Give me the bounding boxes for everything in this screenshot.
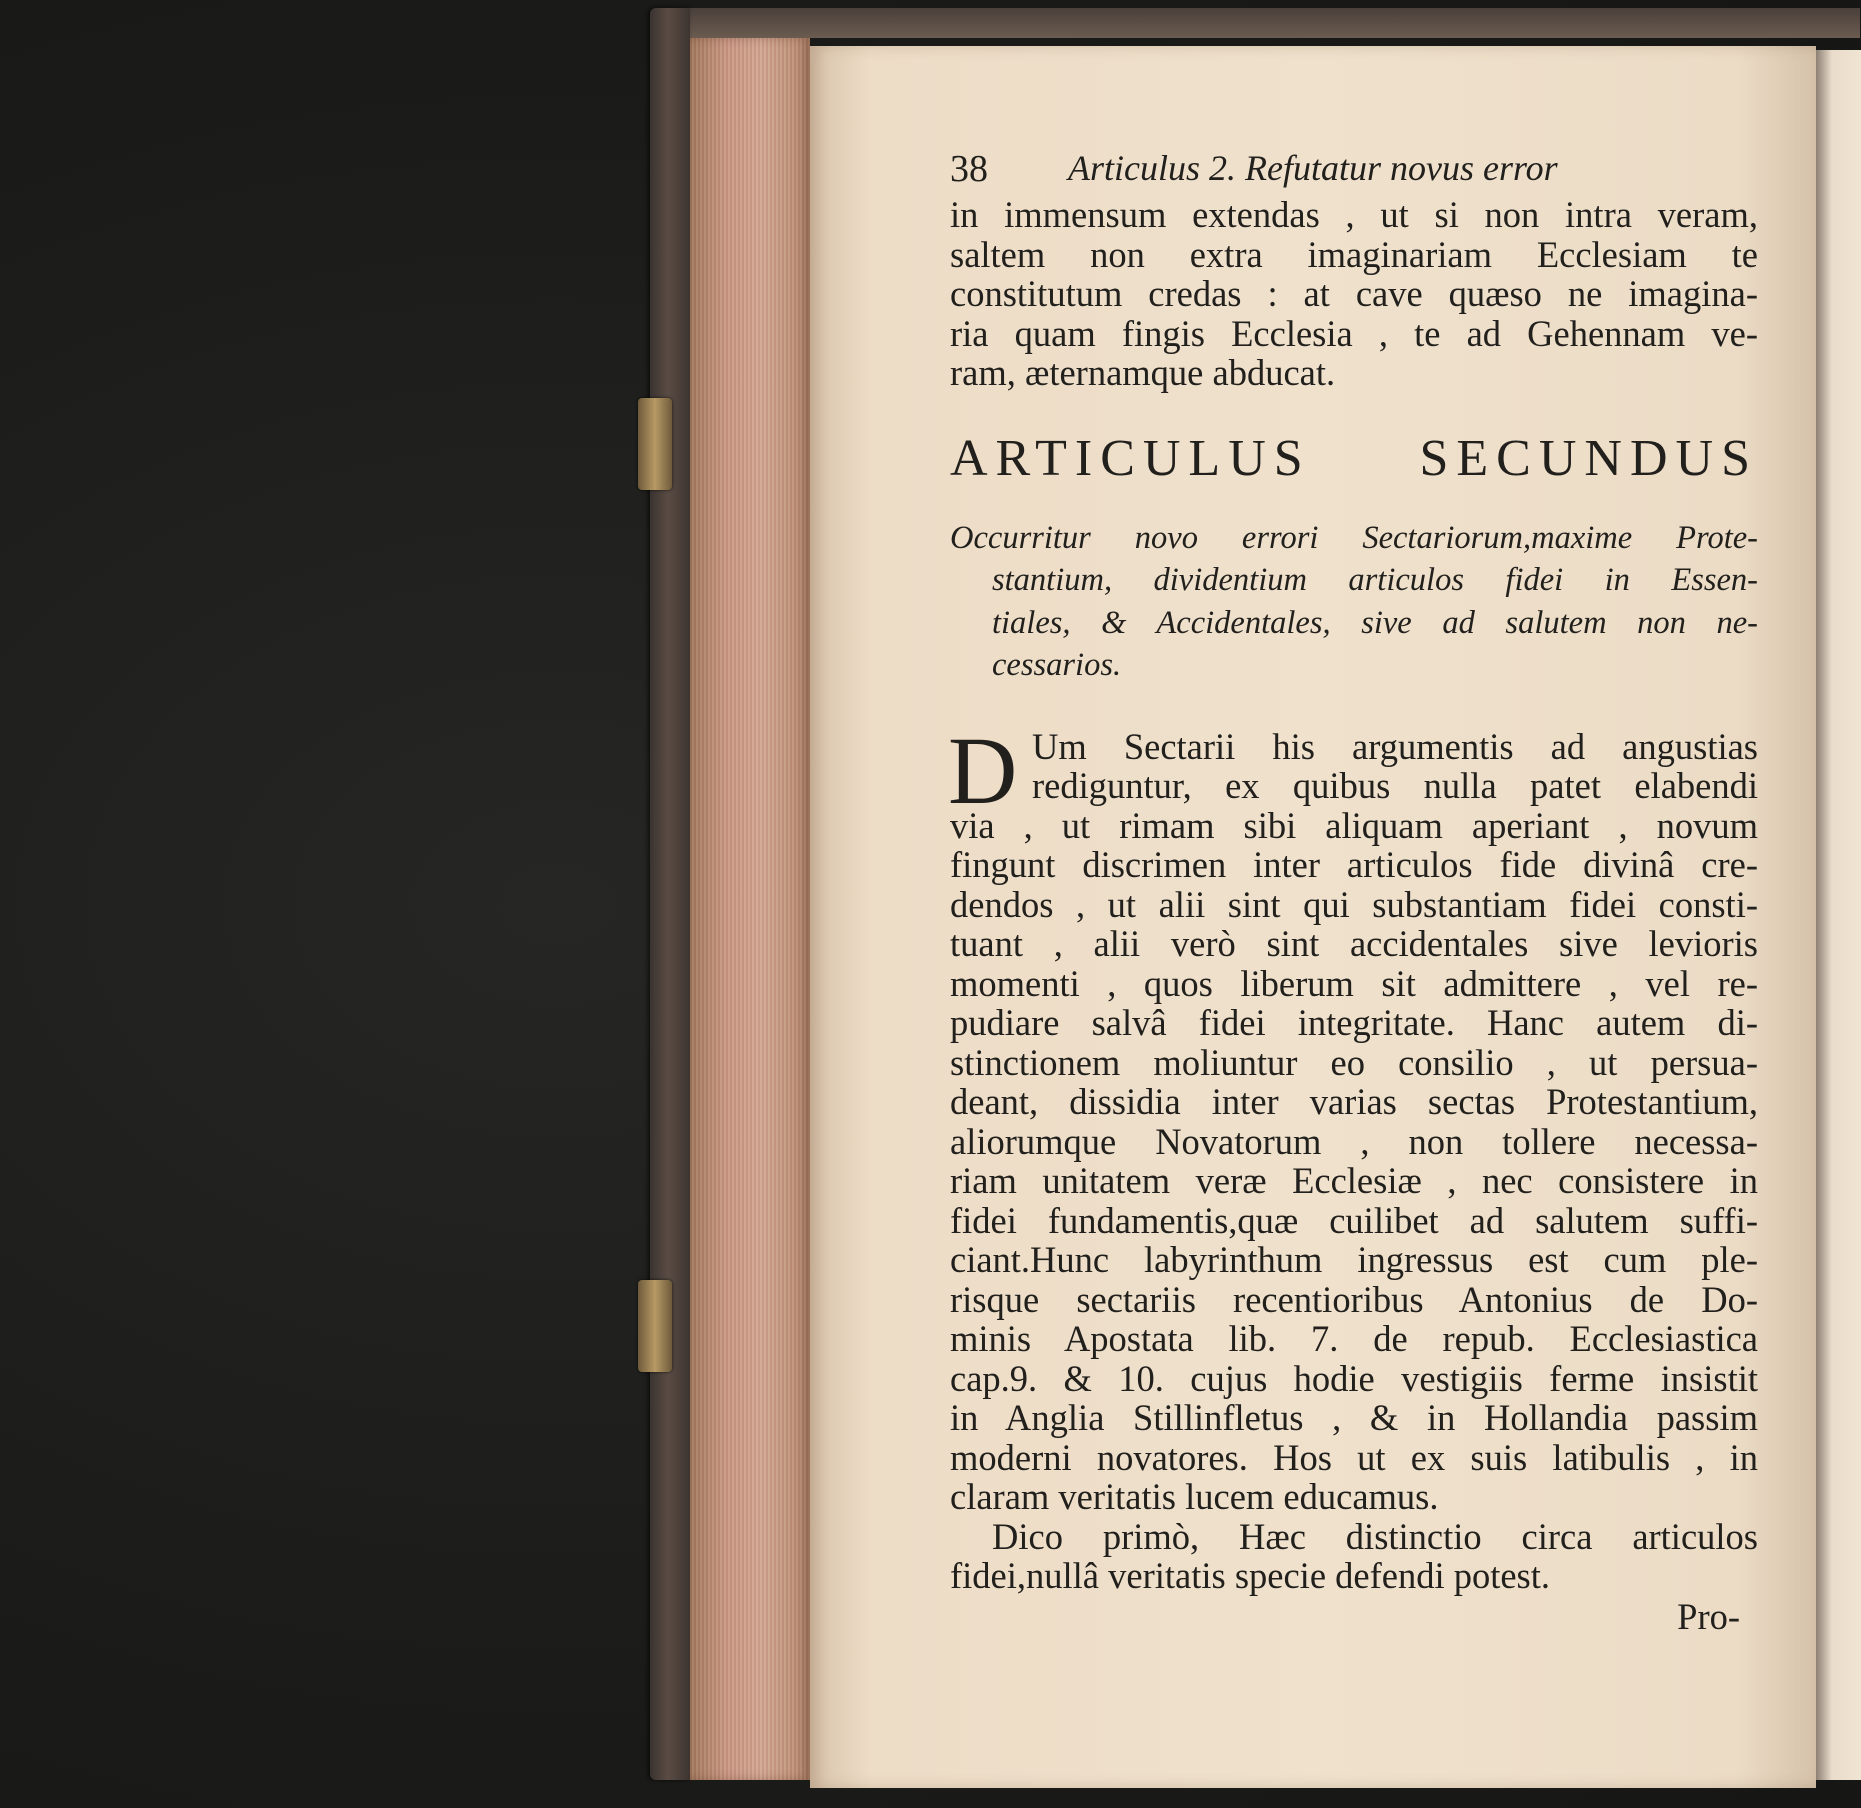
text-line: fingunt discrimen inter articulos fide divinâ cre- bbox=[950, 844, 1758, 885]
lower-clasp bbox=[638, 1280, 672, 1372]
text-line: stinctionem moliuntur eo consilio , ut persua- bbox=[950, 1041, 1758, 1083]
catchword: Pro- bbox=[1677, 1595, 1740, 1637]
text-line: in immensum extendas , ut si non intra veram, bbox=[950, 194, 1758, 235]
page-edges bbox=[690, 38, 810, 1780]
book-cover-top bbox=[660, 8, 1860, 38]
text-line: pudiare salvâ fidei integritate. Hanc autem di- bbox=[950, 1002, 1758, 1043]
text-line: moderni novatores. Hos ut ex suis latibulis , in bbox=[950, 1436, 1758, 1478]
text-line: claram veritatis lucem educamus. bbox=[950, 1476, 1439, 1517]
text-line: fidei fundamentis,quæ cuilibet ad salutem suffi- bbox=[950, 1199, 1758, 1241]
page-text bbox=[950, 135, 1758, 1638]
text-line: momenti , quos liberum sit admittere , vel re- bbox=[950, 962, 1758, 1004]
text-line: ria quam fingis Ecclesia , te ad Gehennam ve- bbox=[950, 312, 1758, 354]
text-line: cap.9. & 10. cujus hodie vestigiis ferme insistit bbox=[950, 1357, 1758, 1399]
text-line: aliorumque Novatorum , non tollere necessa- bbox=[950, 1120, 1758, 1162]
text-line: Um Sectarii his argumentis ad angustias bbox=[1032, 725, 1758, 767]
text-line: saltem non extra imaginariam Ecclesiam te bbox=[950, 233, 1758, 275]
page-header bbox=[950, 135, 1758, 195]
article-heading: ARTICULUS SECUNDUS bbox=[950, 429, 1758, 487]
text-line: minis Apostata lib. 7. de repub. Ecclesiastica bbox=[950, 1318, 1758, 1359]
text-line: ram, æternamque abducat. bbox=[950, 352, 1336, 393]
text-line: Dico primò, Hæc distinctio circa articulos bbox=[992, 1515, 1758, 1557]
text-line: via , ut rimam sibi aliquam aperiant , novum bbox=[950, 804, 1758, 846]
running-head: Articulus 2. Refutatur novus error bbox=[1068, 148, 1558, 188]
text-line: fidei,nullâ veritatis specie defendi potest. bbox=[950, 1555, 1551, 1596]
text-line: risque sectariis recentioribus Antonius de Do- bbox=[950, 1278, 1758, 1320]
main-paragraph bbox=[948, 716, 1758, 1517]
text-line: ciant.Hunc labyrinthum ingressus est cum ple- bbox=[950, 1239, 1758, 1280]
drop-cap: D bbox=[948, 716, 1018, 824]
text-line: in Anglia Stillinfletus , & in Hollandia passim bbox=[950, 1397, 1758, 1438]
text-line: dendos , ut alii sint qui substantiam fidei consti- bbox=[950, 883, 1758, 925]
text-line: tuant , alii verò sint accidentales sive levioris bbox=[950, 923, 1758, 964]
article-summary bbox=[950, 517, 1758, 687]
summary-line: Occurritur novo errori Sectariorum,maxime Prote- bbox=[950, 519, 1758, 556]
book-spine-cover bbox=[650, 8, 690, 1780]
second-paragraph bbox=[950, 1517, 1758, 1596]
summary-line: stantium, dividentium articulos fidei in Essen- bbox=[992, 562, 1758, 598]
upper-clasp bbox=[638, 398, 672, 490]
text-line: rediguntur, ex quibus nulla patet elabendi bbox=[1032, 765, 1758, 806]
summary-line: tiales, & Accidentales, sive ad salutem non ne- bbox=[992, 604, 1758, 641]
opening-paragraph bbox=[950, 195, 1758, 393]
text-line: riam unitatem veræ Ecclesiæ , nec consistere in bbox=[950, 1160, 1758, 1201]
facing-page-edge bbox=[1816, 50, 1861, 1780]
text-line: deant, dissidia inter varias sectas Protestantium, bbox=[950, 1081, 1758, 1122]
page-number: 38 bbox=[950, 148, 988, 190]
text-line: constitutum credas : at cave quæso ne imagina- bbox=[950, 273, 1758, 314]
summary-line: cessarios. bbox=[992, 647, 1122, 683]
